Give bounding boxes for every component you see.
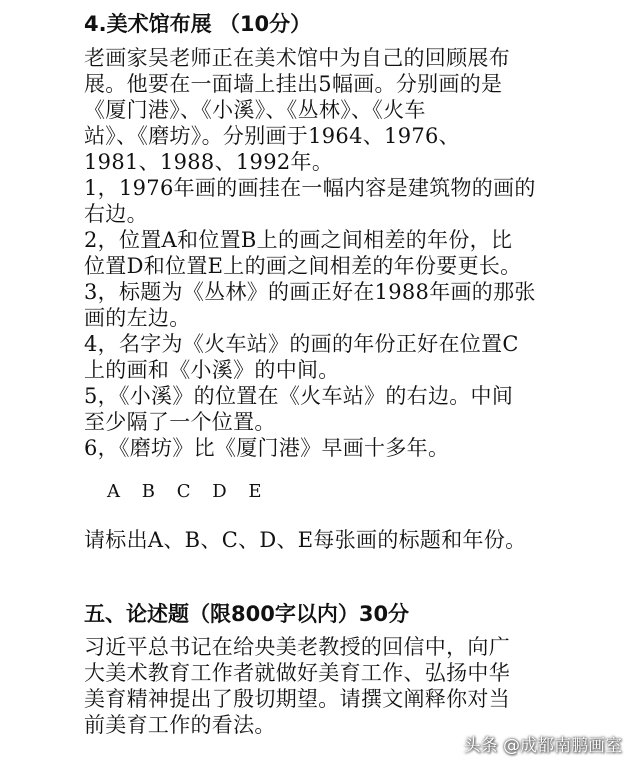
position-c: C — [176, 481, 191, 502]
clue-line: 4，名字为《火车站》的画的年份正好在位置C — [84, 332, 519, 356]
position-d: D — [212, 481, 227, 502]
clue-line: 3，标题为《丛林》的画正好在1988年画的那张 — [84, 280, 536, 304]
question-text: 请标出A、B、C、D、E每张画的标题和年份。 — [84, 528, 527, 552]
clue-line: 画的左边。 — [84, 306, 191, 330]
intro-line: 1981、1988、1992年。 — [84, 150, 334, 174]
essay-line: 前美育工作的看法。 — [84, 713, 276, 737]
clue-line: 至少隔了一个位置。 — [84, 410, 276, 434]
clue-line: 5，《小溪》的位置在《火车站》的右边。中间 — [84, 384, 514, 408]
clue-line: 右边。 — [84, 202, 148, 226]
clue-line: 1，1976年画的画挂在一幅内容是建筑物的画的 — [84, 176, 536, 200]
position-b: B — [141, 481, 155, 502]
section5-title: 五、论述题（限800字以内）30分 — [84, 602, 410, 626]
clue-line: 6，《磨坊》比《厦门港》早画十多年。 — [84, 436, 450, 460]
section4-title: 4.美术馆布展 （10分） — [84, 12, 312, 36]
intro-line: 《厦门港》、《小溪》、《丛林》、《火车 — [84, 98, 426, 122]
clue-line: 2，位置A和位置B上的画之间相差的年份，比 — [84, 228, 513, 252]
position-labels — [107, 481, 278, 503]
watermark: 头条 @成都南鹏画室 — [463, 736, 622, 756]
essay-line: 习近平总书记在给央美老教授的回信中，向广 — [84, 635, 510, 659]
clue-line: 位置D和位置E上的画之间相差的年份要更长。 — [84, 254, 522, 278]
position-e: E — [248, 481, 262, 502]
intro-line: 站》、《磨坊》。分别画于1964、1976、 — [84, 124, 460, 148]
clue-line: 上的画和《小溪》的中间。 — [84, 358, 340, 382]
essay-line: 大美术教育工作者就做好美育工作、弘扬中华 — [84, 661, 510, 685]
intro-line: 展。他要在一面墙上挂出5幅画。分别画的是 — [84, 72, 503, 96]
position-a: A — [107, 481, 120, 502]
essay-line: 美育精神提出了殷切期望。请撰文阐释你对当 — [84, 687, 510, 711]
intro-line: 老画家吴老师正在美术馆中为自己的回顾展布 — [84, 46, 510, 70]
